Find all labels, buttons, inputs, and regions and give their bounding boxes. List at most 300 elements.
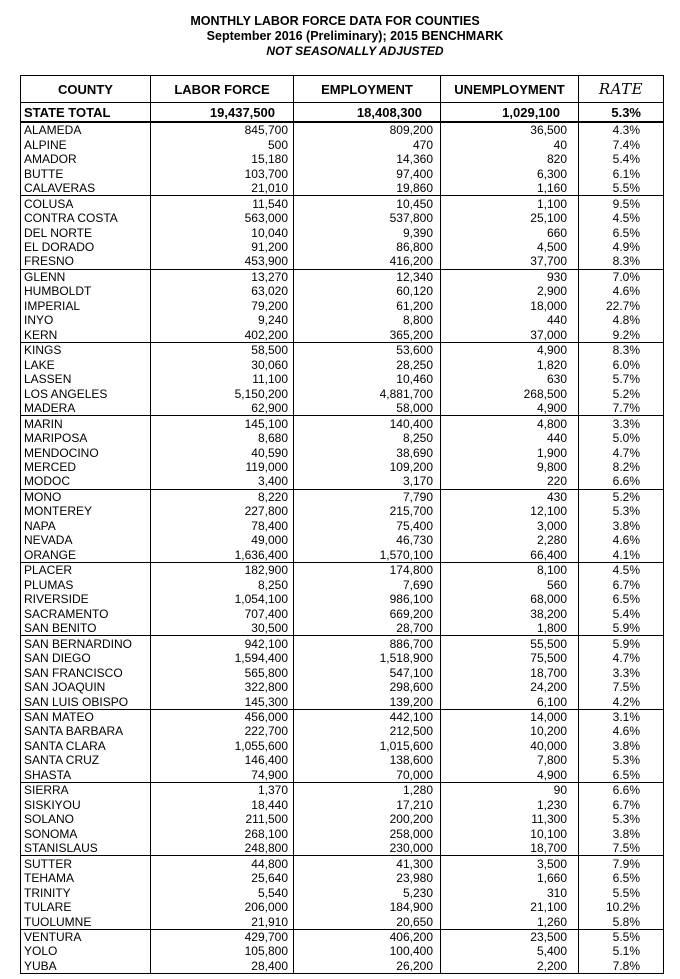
employment-cell: 138,600 — [294, 753, 441, 767]
table-row — [21, 445, 664, 459]
unemployment-cell: 440 — [441, 313, 579, 327]
labor-force-cell: 402,200 — [151, 328, 294, 343]
table-row — [21, 372, 664, 386]
rate-cell: 5.5% — [579, 929, 664, 944]
unemployment-cell: 36,500 — [441, 122, 579, 137]
rate-cell: 3.8% — [579, 519, 664, 533]
unemployment-cell: 12,100 — [441, 504, 579, 518]
employment-cell: 212,500 — [294, 724, 441, 738]
employment-cell: 19,860 — [294, 181, 441, 196]
county-name-cell: NAPA — [24, 518, 56, 533]
employment-cell: 53,600 — [294, 343, 441, 358]
employment-cell: 58,000 — [294, 401, 441, 416]
table-row — [21, 284, 664, 298]
county-group — [21, 856, 664, 929]
county-name-cell: MERCED — [24, 460, 77, 475]
unemployment-cell: 10,200 — [441, 724, 579, 738]
county-name-cell: MONTEREY — [24, 504, 93, 519]
county-name-cell: SOLANO — [24, 812, 75, 827]
unemployment-cell: 220 — [441, 474, 579, 489]
rate-cell: 5.1% — [579, 944, 664, 958]
employment-cell: 28,700 — [294, 621, 441, 636]
unemployment-cell: 11,300 — [441, 812, 579, 826]
labor-force-cell: 25,640 — [151, 871, 294, 885]
employment-cell: 8,800 — [294, 313, 441, 327]
labor-force-cell: 1,636,400 — [151, 548, 294, 563]
table-row — [21, 592, 664, 606]
rate-cell: 3.3% — [579, 665, 664, 679]
state-total-label: STATE TOTAL — [21, 103, 151, 123]
employment-cell: 406,200 — [294, 929, 441, 944]
rate-cell: 5.4% — [579, 606, 664, 620]
employment-cell: 1,280 — [294, 783, 441, 798]
labor-force-cell: 453,900 — [151, 254, 294, 269]
county-name-cell: INYO — [24, 313, 54, 328]
county-name-cell: SAN FRANCISCO — [24, 665, 123, 680]
employment-cell: 46,730 — [294, 533, 441, 547]
table-row — [21, 768, 664, 783]
labor-force-cell: 565,800 — [151, 665, 294, 679]
county-name-cell: LOS ANGELES — [24, 386, 108, 401]
rate-cell: 7.4% — [579, 137, 664, 151]
table-row — [21, 225, 664, 239]
labor-force-cell: 30,500 — [151, 621, 294, 636]
labor-force-cell: 63,020 — [151, 284, 294, 298]
rate-cell: 6.6% — [579, 474, 664, 489]
county-name-cell: HUMBOLDT — [24, 284, 92, 299]
labor-force-cell: 211,500 — [151, 812, 294, 826]
unemployment-cell: 4,500 — [441, 240, 579, 254]
unemployment-cell: 1,160 — [441, 181, 579, 196]
unemployment-cell: 2,280 — [441, 533, 579, 547]
rate-cell: 6.5% — [579, 225, 664, 239]
employment-cell: 26,200 — [294, 959, 441, 974]
unemployment-cell: 37,700 — [441, 254, 579, 269]
county-group — [21, 343, 664, 416]
rate-cell: 4.3% — [579, 122, 664, 137]
employment-cell: 9,390 — [294, 225, 441, 239]
table-row — [21, 137, 664, 151]
rate-cell: 4.6% — [579, 284, 664, 298]
unemployment-cell: 37,000 — [441, 328, 579, 343]
unemployment-cell: 310 — [441, 885, 579, 899]
employment-cell: 298,600 — [294, 680, 441, 694]
table-row — [21, 606, 664, 620]
employment-column-header: EMPLOYMENT — [294, 76, 441, 103]
labor-force-cell: 145,100 — [151, 416, 294, 431]
county-name-cell: EL DORADO — [24, 239, 95, 254]
employment-cell: 140,400 — [294, 416, 441, 431]
county-group — [21, 709, 664, 782]
county-name-cell: MARIN — [24, 416, 63, 431]
labor-force-cell: 707,400 — [151, 606, 294, 620]
county-name-cell: ALAMEDA — [24, 123, 82, 138]
table-row — [21, 812, 664, 826]
county-name-cell: TUOLUMNE — [24, 914, 92, 929]
labor-force-cell: 21,910 — [151, 914, 294, 929]
table-row — [21, 299, 664, 313]
county-name-cell: SANTA CLARA — [24, 738, 106, 753]
county-name-cell: SAN MATEO — [24, 709, 94, 724]
rate-cell: 9.2% — [579, 328, 664, 343]
employment-cell: 258,000 — [294, 827, 441, 841]
labor-force-cell: 13,270 — [151, 269, 294, 284]
county-name-cell: LASSEN — [24, 372, 72, 387]
labor-force-cell: 1,370 — [151, 783, 294, 798]
table-row — [21, 211, 664, 225]
rate-cell: 10.2% — [579, 900, 664, 914]
table-row — [21, 122, 664, 137]
employment-cell: 5,230 — [294, 885, 441, 899]
unemployment-cell: 430 — [441, 489, 579, 504]
county-name-cell: COLUSA — [24, 196, 74, 211]
county-group — [21, 783, 664, 856]
table-row — [21, 929, 664, 944]
table-row — [21, 504, 664, 518]
rate-cell: 5.2% — [579, 489, 664, 504]
table-row — [21, 739, 664, 753]
employment-cell: 8,250 — [294, 431, 441, 445]
table-row — [21, 416, 664, 431]
table-row — [21, 489, 664, 504]
unemployment-cell: 630 — [441, 372, 579, 386]
employment-cell: 200,200 — [294, 812, 441, 826]
unemployment-cell: 66,400 — [441, 548, 579, 563]
labor-force-cell: 103,700 — [151, 166, 294, 180]
unemployment-cell: 2,900 — [441, 284, 579, 298]
county-group — [21, 489, 664, 562]
employment-cell: 61,200 — [294, 299, 441, 313]
unemployment-cell: 21,100 — [441, 900, 579, 914]
labor-force-cell: 18,440 — [151, 798, 294, 812]
table-row — [21, 709, 664, 724]
rate-cell: 6.1% — [579, 166, 664, 180]
unemployment-cell: 7,800 — [441, 753, 579, 767]
county-group — [21, 269, 664, 342]
county-group — [21, 416, 664, 489]
labor-force-cell: 44,800 — [151, 856, 294, 871]
county-name-cell: PLACER — [24, 563, 73, 578]
county-name-cell: SAN DIEGO — [24, 651, 91, 666]
labor-force-cell: 11,540 — [151, 196, 294, 211]
rate-cell: 5.9% — [579, 621, 664, 636]
unemployment-cell: 1,800 — [441, 621, 579, 636]
labor-force-cell: 74,900 — [151, 768, 294, 783]
county-name-cell: SACRAMENTO — [24, 606, 109, 621]
employment-cell: 184,900 — [294, 900, 441, 914]
rate-cell: 4.8% — [579, 313, 664, 327]
employment-cell: 139,200 — [294, 694, 441, 709]
county-name-cell: CALAVERAS — [24, 181, 96, 196]
table-row — [21, 401, 664, 416]
employment-cell: 547,100 — [294, 665, 441, 679]
county-name-cell: MARIPOSA — [24, 431, 88, 446]
rate-cell: 4.9% — [579, 240, 664, 254]
unemployment-cell: 4,800 — [441, 416, 579, 431]
employment-cell: 100,400 — [294, 944, 441, 958]
labor-force-cell: 206,000 — [151, 900, 294, 914]
rate-cell: 4.1% — [579, 548, 664, 563]
employment-cell: 174,800 — [294, 563, 441, 578]
rate-cell: 5.3% — [579, 753, 664, 767]
table-row — [21, 328, 664, 343]
rate-cell: 6.5% — [579, 768, 664, 783]
county-name-cell: MENDOCINO — [24, 445, 99, 460]
rate-cell: 4.7% — [579, 651, 664, 665]
county-name-cell: MONO — [24, 489, 62, 504]
rate-cell: 7.8% — [579, 959, 664, 974]
labor-force-cell: 182,900 — [151, 563, 294, 578]
unemployment-cell: 14,000 — [441, 709, 579, 724]
county-name-cell: BUTTE — [24, 166, 64, 181]
unemployment-cell: 18,700 — [441, 841, 579, 856]
report-note: NOT SEASONALLY ADJUSTED — [266, 44, 444, 58]
county-name-cell: AMADOR — [24, 152, 77, 167]
table-row — [21, 548, 664, 563]
county-name-cell: KERN — [24, 327, 58, 342]
table-row — [21, 578, 664, 592]
rate-cell: 5.5% — [579, 181, 664, 196]
state-total-unemployment: 1,029,100 — [441, 103, 579, 123]
labor-force-cell: 40,590 — [151, 445, 294, 459]
unemployment-cell: 1,820 — [441, 358, 579, 372]
unemployment-cell: 8,100 — [441, 563, 579, 578]
rate-cell: 22.7% — [579, 299, 664, 313]
county-name-cell: ALPINE — [24, 137, 67, 152]
labor-force-cell: 268,100 — [151, 827, 294, 841]
unemployment-cell: 1,660 — [441, 871, 579, 885]
county-name-cell: YUBA — [24, 958, 57, 973]
report-title: MONTHLY LABOR FORCE DATA FOR COUNTIES — [190, 14, 480, 28]
employment-cell: 7,690 — [294, 578, 441, 592]
county-name-cell: FRESNO — [24, 254, 75, 269]
unemployment-cell: 1,100 — [441, 196, 579, 211]
labor-force-cell: 15,180 — [151, 152, 294, 166]
county-name-cell: SANTA CRUZ — [24, 753, 100, 768]
table-row — [21, 827, 664, 841]
rate-cell: 5.7% — [579, 372, 664, 386]
unemployment-cell: 440 — [441, 431, 579, 445]
unemployment-cell: 24,200 — [441, 680, 579, 694]
county-name-cell: PLUMAS — [24, 577, 74, 592]
county-group — [21, 563, 664, 636]
unemployment-cell: 10,100 — [441, 827, 579, 841]
table-row — [21, 474, 664, 489]
unemployment-column-header: UNEMPLOYMENT — [441, 76, 579, 103]
employment-cell: 38,690 — [294, 445, 441, 459]
rate-cell: 5.3% — [579, 812, 664, 826]
state-total-employment: 18,408,300 — [294, 103, 441, 123]
labor-force-cell: 227,800 — [151, 504, 294, 518]
unemployment-cell: 930 — [441, 269, 579, 284]
labor-force-cell: 105,800 — [151, 944, 294, 958]
rate-cell: 8.2% — [579, 460, 664, 474]
rate-cell: 3.8% — [579, 827, 664, 841]
labor-force-cell: 563,000 — [151, 211, 294, 225]
unemployment-cell: 1,230 — [441, 798, 579, 812]
rate-cell: 5.3% — [579, 504, 664, 518]
county-labor-table — [20, 75, 664, 974]
unemployment-cell: 40,000 — [441, 739, 579, 753]
unemployment-cell: 75,500 — [441, 651, 579, 665]
unemployment-cell: 3,500 — [441, 856, 579, 871]
table-row — [21, 841, 664, 856]
employment-cell: 109,200 — [294, 460, 441, 474]
rate-cell: 8.3% — [579, 254, 664, 269]
employment-cell: 215,700 — [294, 504, 441, 518]
rate-cell: 9.5% — [579, 196, 664, 211]
table-row — [21, 621, 664, 636]
unemployment-cell: 6,100 — [441, 694, 579, 709]
table-row — [21, 665, 664, 679]
county-name-cell: MODOC — [24, 474, 70, 489]
county-name-cell: RIVERSIDE — [24, 592, 89, 607]
rate-cell: 5.5% — [579, 885, 664, 899]
county-name-cell: YOLO — [24, 944, 58, 959]
table-row — [21, 152, 664, 166]
rate-cell: 6.5% — [579, 592, 664, 606]
rate-cell: 7.5% — [579, 841, 664, 856]
table-row — [21, 519, 664, 533]
labor-force-cell: 78,400 — [151, 519, 294, 533]
table-row — [21, 196, 664, 211]
county-group — [21, 196, 664, 269]
table-row — [21, 959, 664, 974]
unemployment-cell: 660 — [441, 225, 579, 239]
table-row — [21, 724, 664, 738]
rate-cell: 4.5% — [579, 563, 664, 578]
labor-force-cell: 456,000 — [151, 709, 294, 724]
labor-force-cell: 8,220 — [151, 489, 294, 504]
rate-cell: 8.3% — [579, 343, 664, 358]
table-row — [21, 694, 664, 709]
table-row — [21, 533, 664, 547]
unemployment-cell: 68,000 — [441, 592, 579, 606]
rate-cell: 3.8% — [579, 739, 664, 753]
employment-cell: 28,250 — [294, 358, 441, 372]
table-row — [21, 680, 664, 694]
unemployment-cell: 6,300 — [441, 166, 579, 180]
employment-cell: 230,000 — [294, 841, 441, 856]
employment-cell: 886,700 — [294, 636, 441, 651]
employment-cell: 12,340 — [294, 269, 441, 284]
rate-cell: 5.8% — [579, 914, 664, 929]
employment-cell: 1,015,600 — [294, 739, 441, 753]
rate-cell: 5.2% — [579, 386, 664, 400]
employment-cell: 23,980 — [294, 871, 441, 885]
rate-cell: 4.7% — [579, 445, 664, 459]
employment-cell: 3,170 — [294, 474, 441, 489]
labor-force-cell: 145,300 — [151, 694, 294, 709]
rate-cell: 5.4% — [579, 152, 664, 166]
county-name-cell: TRINITY — [24, 885, 71, 900]
unemployment-cell: 4,900 — [441, 401, 579, 416]
labor-force-cell: 91,200 — [151, 240, 294, 254]
county-column-header: COUNTY — [21, 76, 151, 103]
table-row — [21, 753, 664, 767]
labor-force-cell: 10,040 — [151, 225, 294, 239]
employment-cell: 41,300 — [294, 856, 441, 871]
county-name-cell: LAKE — [24, 357, 55, 372]
unemployment-cell: 18,700 — [441, 665, 579, 679]
state-total-rate: 5.3% — [579, 103, 664, 123]
table-row — [21, 871, 664, 885]
employment-cell: 20,650 — [294, 914, 441, 929]
table-row — [21, 460, 664, 474]
rate-cell: 7.0% — [579, 269, 664, 284]
employment-cell: 60,120 — [294, 284, 441, 298]
labor-force-cell: 146,400 — [151, 753, 294, 767]
county-name-cell: SANTA BARBARA — [24, 724, 124, 739]
unemployment-cell: 268,500 — [441, 386, 579, 400]
labor-force-cell: 845,700 — [151, 122, 294, 137]
county-group — [21, 636, 664, 709]
labor-force-cell: 21,010 — [151, 181, 294, 196]
unemployment-cell: 90 — [441, 783, 579, 798]
labor-force-cell: 49,000 — [151, 533, 294, 547]
unemployment-cell: 4,900 — [441, 343, 579, 358]
table-row — [21, 885, 664, 899]
state-total-labor-force: 19,437,500 — [151, 103, 294, 123]
labor-force-cell: 8,250 — [151, 578, 294, 592]
county-name-cell: SUTTER — [24, 856, 72, 871]
labor-force-cell: 5,150,200 — [151, 386, 294, 400]
table-row — [21, 914, 664, 929]
county-group — [21, 929, 664, 973]
rate-cell: 5.9% — [579, 636, 664, 651]
labor-force-cell: 1,054,100 — [151, 592, 294, 606]
table-row — [21, 783, 664, 798]
table-row — [21, 563, 664, 578]
unemployment-cell: 55,500 — [441, 636, 579, 651]
rate-cell: 6.6% — [579, 783, 664, 798]
employment-cell: 86,800 — [294, 240, 441, 254]
employment-cell: 70,000 — [294, 768, 441, 783]
labor-force-cell: 119,000 — [151, 460, 294, 474]
table-row — [21, 358, 664, 372]
table-row — [21, 181, 664, 196]
table-row — [21, 313, 664, 327]
employment-cell: 470 — [294, 137, 441, 151]
rate-cell: 4.6% — [579, 724, 664, 738]
table-row — [21, 240, 664, 254]
employment-cell: 1,570,100 — [294, 548, 441, 563]
employment-cell: 7,790 — [294, 489, 441, 504]
county-group — [21, 122, 664, 196]
labor-force-cell: 62,900 — [151, 401, 294, 416]
table-row — [21, 269, 664, 284]
county-name-cell: GLENN — [24, 269, 66, 284]
employment-cell: 10,450 — [294, 196, 441, 211]
table-row — [21, 798, 664, 812]
labor-force-cell: 500 — [151, 137, 294, 151]
unemployment-cell: 4,900 — [441, 768, 579, 783]
table-row — [21, 166, 664, 180]
rate-cell: 5.0% — [579, 431, 664, 445]
table-row — [21, 636, 664, 651]
county-name-cell: IMPERIAL — [24, 298, 81, 313]
unemployment-cell: 40 — [441, 137, 579, 151]
labor-force-cell: 11,100 — [151, 372, 294, 386]
labor-force-cell: 3,400 — [151, 474, 294, 489]
county-name-cell: ORANGE — [24, 547, 77, 562]
labor-force-column-header: LABOR FORCE — [151, 76, 294, 103]
county-name-cell: SONOMA — [24, 826, 78, 841]
county-name-cell: SAN BENITO — [24, 621, 97, 636]
labor-force-cell: 942,100 — [151, 636, 294, 651]
employment-cell: 17,210 — [294, 798, 441, 812]
unemployment-cell: 2,200 — [441, 959, 579, 974]
